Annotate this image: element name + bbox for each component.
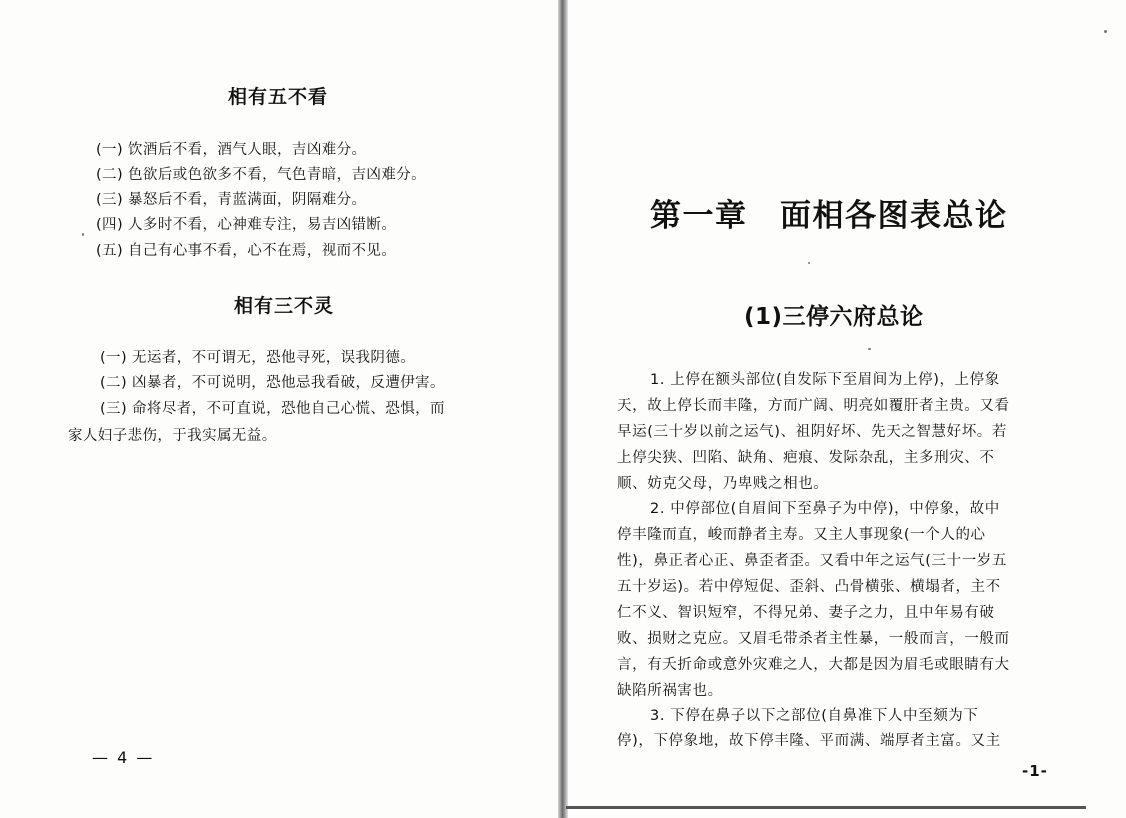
paragraph-line: 停丰隆而直，峻而静者主寿。又主人事现象(一个人的心: [617, 527, 986, 543]
heading-five-no-look: 相有五不看: [228, 86, 329, 108]
paragraph-line: 缺陷所祸害也。: [617, 683, 723, 699]
paragraph-line: 停)，下停象地，故下停丰隆、平而满、端厚者主富。又主: [617, 733, 1001, 749]
section-title: (1)三停六府总论: [744, 304, 924, 330]
list-item: (三) 命将尽者，不可直说，恐他自己心慌、恐惧，而: [100, 401, 445, 417]
paragraph-line: 2. 中停部位(自眉间下至鼻子为中停)，中停象，故中: [650, 501, 1000, 517]
page-number-left: — 4 —: [92, 748, 155, 767]
paragraph-line: 仁不义、智识短窄，不得兄弟、妻子之力，且中年易有破: [617, 605, 995, 621]
paragraph-line: 言，有夭折命或意外灾难之人，大都是因为眉毛或眼睛有大: [617, 657, 1010, 673]
page-number-right: -1-: [1022, 762, 1048, 780]
scan-speck: [1104, 30, 1107, 33]
book-gutter: [558, 0, 568, 818]
paragraph-line: 五十岁运)。若中停短促、歪斜、凸骨横张、横塌者，主不: [617, 579, 1001, 595]
paragraph-line: 败、损财之克应。又眉毛带杀者主性暴，一般而言，一般而: [617, 631, 1010, 647]
paragraph-line: 上停尖狭、凹陷、缺角、疤痕、发际杂乱，主多刑灾、不: [617, 450, 995, 466]
list-item: (四) 人多时不看，心神难专注，易吉凶错断。: [96, 217, 397, 233]
paragraph-line: 1. 上停在额头部位(自发际下至眉间为上停)，上停象: [650, 372, 1000, 388]
paragraph-line: 天，故上停长而丰隆，方而广阔、明亮如覆肝者主贵。又看: [617, 398, 1010, 414]
list-item: (一) 无运者，不可谓无，恐他寻死，误我阴德。: [100, 350, 416, 366]
list-item: (二) 凶暴者，不可说明，恐他忌我看破，反遭伊害。: [100, 375, 445, 391]
paragraph-line: 3. 下停在鼻子以下之部位(自鼻准下人中至颏为下: [650, 708, 979, 724]
chapter-title: 第一章 面相各图表总论: [650, 198, 1008, 234]
paragraph-line: 早运(三十岁以前之运气)、祖阴好坏、先天之智慧好坏。若: [617, 424, 1008, 440]
heading-three-no-effect: 相有三不灵: [234, 295, 335, 317]
scan-speck: [808, 262, 810, 264]
scan-speck: [868, 348, 871, 350]
list-item: (二) 色欲后或色欲多不看，气色青暗，吉凶难分。: [96, 167, 427, 183]
paragraph-line: 顺、妨克父母，乃卑贱之相也。: [617, 476, 829, 492]
scan-speck: [82, 233, 84, 236]
list-item: (五) 自己有心事不看，心不在焉，视而不见。: [96, 243, 397, 259]
list-item: 家人妇子悲伤，于我实属无益。: [68, 428, 277, 444]
list-item: (三) 暴怒后不看，青蓝满面，阴隔难分。: [96, 192, 367, 208]
list-item: (一) 饮酒后不看，酒气人眼，吉凶难分。: [96, 142, 367, 158]
page-bottom-edge: [566, 806, 1086, 809]
paragraph-line: 性)，鼻正者心正、鼻歪者歪。又看中年之运气(三十一岁五: [617, 553, 1008, 569]
